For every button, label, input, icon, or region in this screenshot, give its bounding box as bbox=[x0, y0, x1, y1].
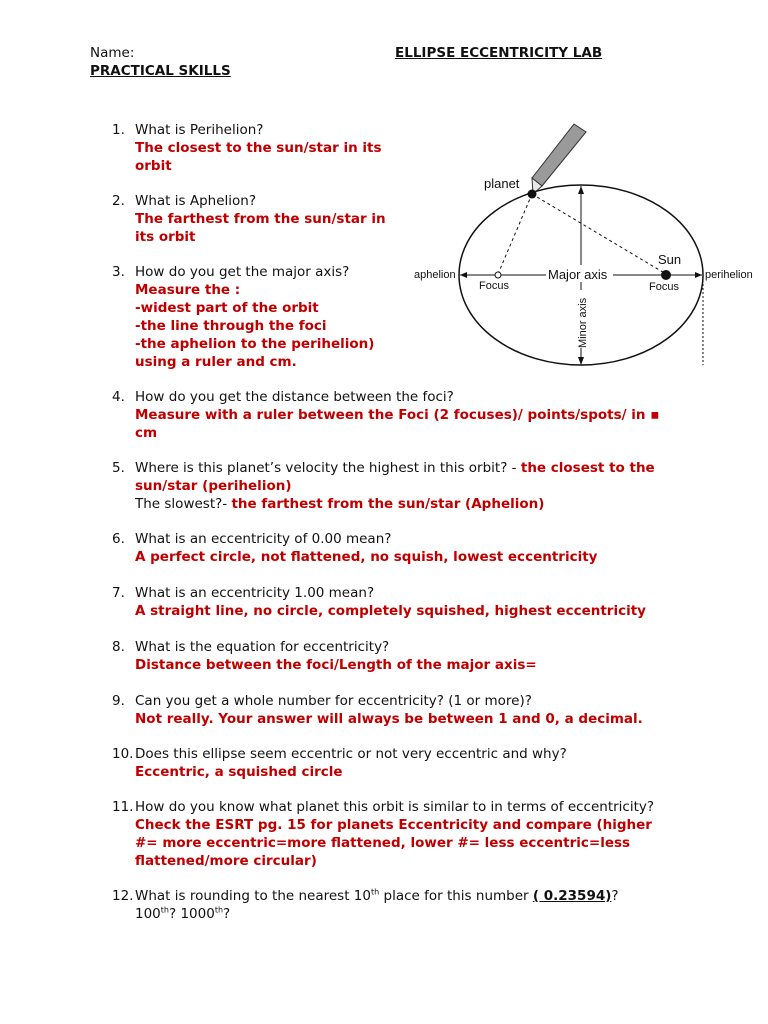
question-number: 11. bbox=[112, 799, 134, 815]
arrow-right-icon bbox=[695, 272, 702, 278]
minor-axis-label: Minor axis bbox=[577, 297, 589, 348]
aphelion-label: aphelion bbox=[414, 269, 456, 281]
question-line bbox=[135, 905, 677, 923]
answer-line: its orbit bbox=[135, 229, 196, 245]
answer-line: -widest part of the orbit bbox=[135, 300, 319, 316]
question-text: ? 1000 bbox=[169, 906, 215, 922]
question-number: 4. bbox=[112, 389, 125, 405]
question-5 bbox=[112, 459, 677, 513]
answer-line: Not really. Your answer will always be between 1 and 0, a decimal. bbox=[135, 711, 643, 727]
question-8 bbox=[112, 638, 677, 674]
answer-line: #= more eccentric=more flattened, lower #= less eccentric=less bbox=[135, 835, 631, 851]
question-line bbox=[135, 887, 677, 905]
question-number: 7. bbox=[112, 585, 125, 601]
answer-line: flattened/more circular) bbox=[135, 853, 317, 869]
question-text: What is rounding to the nearest 10 bbox=[135, 888, 371, 904]
question-7 bbox=[112, 584, 677, 620]
superscript: th bbox=[160, 905, 169, 915]
major-axis-label: Major axis bbox=[548, 267, 608, 282]
rounding-number: ( 0.23594) bbox=[532, 888, 612, 904]
answer-line: Measure the : bbox=[135, 282, 241, 298]
question-text: 100 bbox=[135, 906, 161, 922]
answer-line: A straight line, no circle, completely squished, highest eccentricity bbox=[135, 603, 646, 619]
question-text: What is the equation for eccentricity? bbox=[135, 639, 390, 655]
question-number: 1. bbox=[112, 122, 125, 138]
question-text: What is an eccentricity 1.00 mean? bbox=[135, 585, 375, 601]
question-text: Where is this planet’s velocity the highest in this orbit? - bbox=[135, 460, 521, 476]
question-number: 3. bbox=[112, 264, 125, 280]
focus-left-label: Focus bbox=[479, 280, 509, 292]
superscript: th bbox=[370, 887, 380, 897]
ellipse-diagram bbox=[412, 120, 757, 370]
answer-line: A perfect circle, not flattened, no squish, lowest eccentricity bbox=[135, 549, 598, 565]
question-text: Does this ellipse seem eccentric or not very eccentric and why? bbox=[135, 746, 567, 762]
answer-line: Check the ESRT pg. 15 for planets Eccentricity and compare (higher bbox=[135, 817, 652, 833]
question-11 bbox=[112, 798, 677, 870]
question-9 bbox=[112, 692, 677, 728]
sun-label: Sun bbox=[658, 252, 682, 267]
answer-text: Measure with a ruler between the Foci (2 focuses)/ points/spots/ in bbox=[135, 407, 646, 423]
question-text: Can you get a whole number for eccentricity? (1 or more)? bbox=[135, 693, 532, 709]
question-number: 12. bbox=[112, 888, 134, 904]
page-title: ELLIPSE ECCENTRICITY LAB bbox=[395, 45, 603, 61]
superscript: th bbox=[214, 905, 224, 915]
answer-text: the farthest from the sun/star (Aphelion) bbox=[231, 496, 545, 512]
question-number: 6. bbox=[112, 531, 125, 547]
question-line bbox=[135, 459, 677, 477]
question-12 bbox=[112, 887, 677, 923]
focus-left-dot bbox=[495, 272, 501, 278]
question-text: The slowest?- bbox=[135, 496, 232, 512]
question-number: 8. bbox=[112, 639, 125, 655]
planet-dot bbox=[528, 190, 537, 199]
question-text: How do you get the major axis? bbox=[135, 264, 350, 280]
bullet-dot-icon: ▪ bbox=[650, 407, 660, 423]
question-line bbox=[135, 495, 677, 513]
question-10 bbox=[112, 745, 677, 781]
answer-line: Distance between the foci/Length of the major axis= bbox=[135, 657, 537, 673]
question-number: 2. bbox=[112, 193, 125, 209]
question-text: ? bbox=[223, 906, 231, 922]
sun-dot bbox=[661, 270, 671, 280]
answer-text: the closest to the bbox=[520, 460, 655, 476]
question-text: ? bbox=[611, 888, 619, 904]
page-subtitle: PRACTICAL SKILLS bbox=[90, 63, 231, 79]
pencil-icon bbox=[532, 124, 586, 194]
answer-line: cm bbox=[135, 425, 158, 441]
answer-line: Eccentric, a squished circle bbox=[135, 764, 343, 780]
question-text: place for this number bbox=[379, 888, 533, 904]
planet-label: planet bbox=[484, 176, 520, 191]
answer-line bbox=[135, 406, 677, 424]
answer-line: -the aphelion to the perihelion) bbox=[135, 336, 375, 352]
question-text: What is Aphelion? bbox=[135, 193, 256, 209]
question-text: What is an eccentricity of 0.00 mean? bbox=[135, 531, 392, 547]
question-4 bbox=[112, 388, 677, 442]
question-6 bbox=[112, 530, 677, 566]
answer-line: using a ruler and cm. bbox=[135, 354, 297, 370]
question-number: 10. bbox=[112, 746, 134, 762]
answer-line: The farthest from the sun/star in bbox=[135, 211, 386, 227]
question-text: What is Perihelion? bbox=[135, 122, 264, 138]
answer-line: -the line through the foci bbox=[135, 318, 327, 334]
answer-line: orbit bbox=[135, 158, 172, 174]
question-number: 9. bbox=[112, 693, 125, 709]
perihelion-label: perihelion bbox=[705, 269, 753, 281]
answer-line: sun/star (perihelion) bbox=[135, 478, 292, 494]
arrow-left-icon bbox=[460, 272, 467, 278]
question-text: How do you know what planet this orbit is similar to in terms of eccentricity? bbox=[135, 799, 655, 815]
name-label: Name: bbox=[90, 45, 135, 61]
question-text: How do you get the distance between the foci? bbox=[135, 389, 454, 405]
answer-line: The closest to the sun/star in its bbox=[135, 140, 382, 156]
focus-right-label: Focus bbox=[649, 281, 679, 293]
question-number: 5. bbox=[112, 460, 125, 476]
